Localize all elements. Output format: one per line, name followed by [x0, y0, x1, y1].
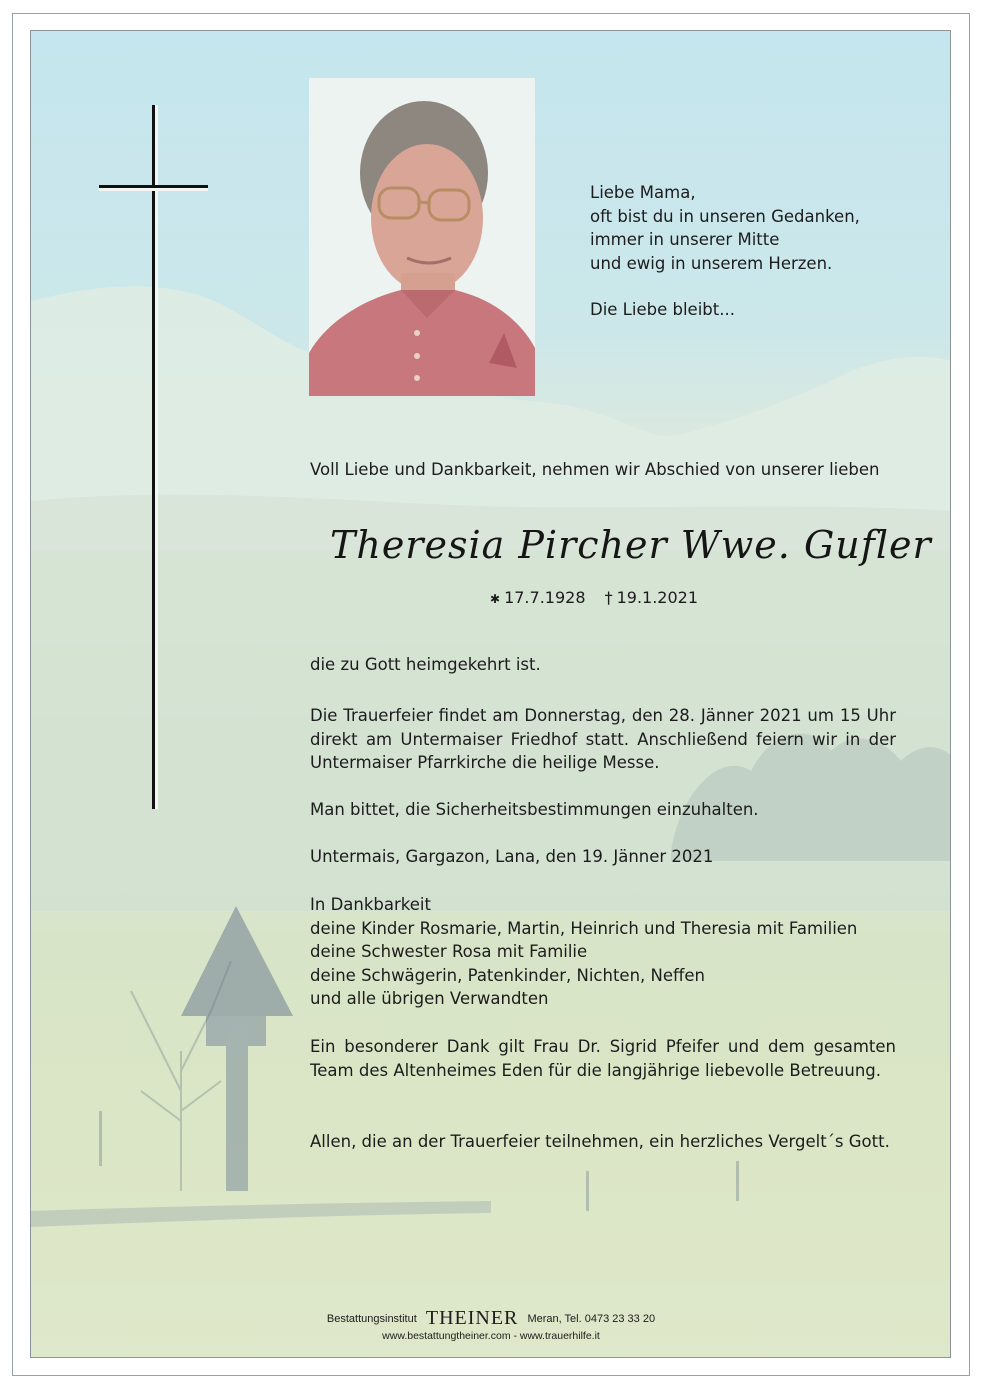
- life-dates: [490, 588, 712, 607]
- special-thanks-text: Ein besonderer Dank gilt Frau Dr. Sigrid Pfeifer und dem gesamten Team des Altenheimes Eden für die langjährige liebevolle Betreuung.: [310, 1037, 896, 1080]
- poem-line: und ewig in unserem Herzen.: [590, 253, 833, 273]
- birth-date-group: [490, 588, 586, 607]
- poem-line: oft bist du in unseren Gedanken,: [590, 206, 860, 226]
- ceremony-text: Die Trauerfeier findet am Donnerstag, den 28. Jänner 2021 um 15 Uhr direkt am Untermaiser Friedhof statt. Anschließend feiern wir in der Untermaiser Pfarrkirche die heilige Messe.: [310, 706, 896, 772]
- cross-vertical-highlight: [155, 105, 158, 809]
- funeral-home-contact: Meran, Tel. 0473 23 33 20: [527, 1313, 656, 1325]
- intro-text: Voll Liebe und Dankbarkeit, nehmen wir Abschied von unserer lieben: [310, 460, 880, 479]
- death-date: 19.1.2021: [616, 588, 699, 607]
- mourner-line: deine Schwägerin, Patenkinder, Nichten, Neffen: [310, 965, 706, 985]
- birth-date: 17.7.1928: [504, 588, 586, 607]
- poem: [590, 181, 910, 322]
- funeral-home-line: [0, 1307, 982, 1330]
- funeral-home-prefix: Bestattungsinstitut: [326, 1313, 417, 1325]
- funeral-home-websites: www.bestattungtheiner.com - www.trauerhilfe.it: [382, 1330, 600, 1342]
- mourner-line: und alle übrigen Verwandten: [310, 989, 549, 1008]
- funeral-home-logo: THEINER: [425, 1307, 519, 1329]
- returned-text: die zu Gott heimgekehrt ist.: [310, 655, 541, 674]
- mourner-line: deine Schwester Rosa mit Familie: [310, 942, 588, 961]
- poem-closing: Die Liebe bleibt...: [590, 300, 735, 319]
- death-date-group: [605, 588, 698, 607]
- safety-text: Man bittet, die Sicherheitsbestimmungen einzuhalten.: [310, 800, 759, 819]
- final-thanks-text: Allen, die an der Trauerfeier teilnehmen, ein herzliches Vergelt´s Gott.: [310, 1132, 890, 1151]
- deceased-name: Theresia Pircher Wwe. Gufler: [330, 523, 932, 567]
- place-date-text: Untermais, Gargazon, Lana, den 19. Jänner 2021: [310, 847, 714, 866]
- poem-line: immer in unserer Mitte: [590, 230, 780, 249]
- mourners-block: [310, 893, 896, 1011]
- poem-line: Liebe Mama,: [590, 183, 696, 202]
- thanks-heading: In Dankbarkeit: [310, 895, 431, 914]
- cross-horizontal-highlight: [99, 188, 208, 191]
- portrait-photo: [309, 78, 535, 396]
- birth-symbol: ✱: [490, 592, 501, 606]
- mourner-line: deine Kinder Rosmarie, Martin, Heinrich und Theresia mit Familien: [310, 918, 858, 938]
- death-symbol: †: [604, 588, 613, 607]
